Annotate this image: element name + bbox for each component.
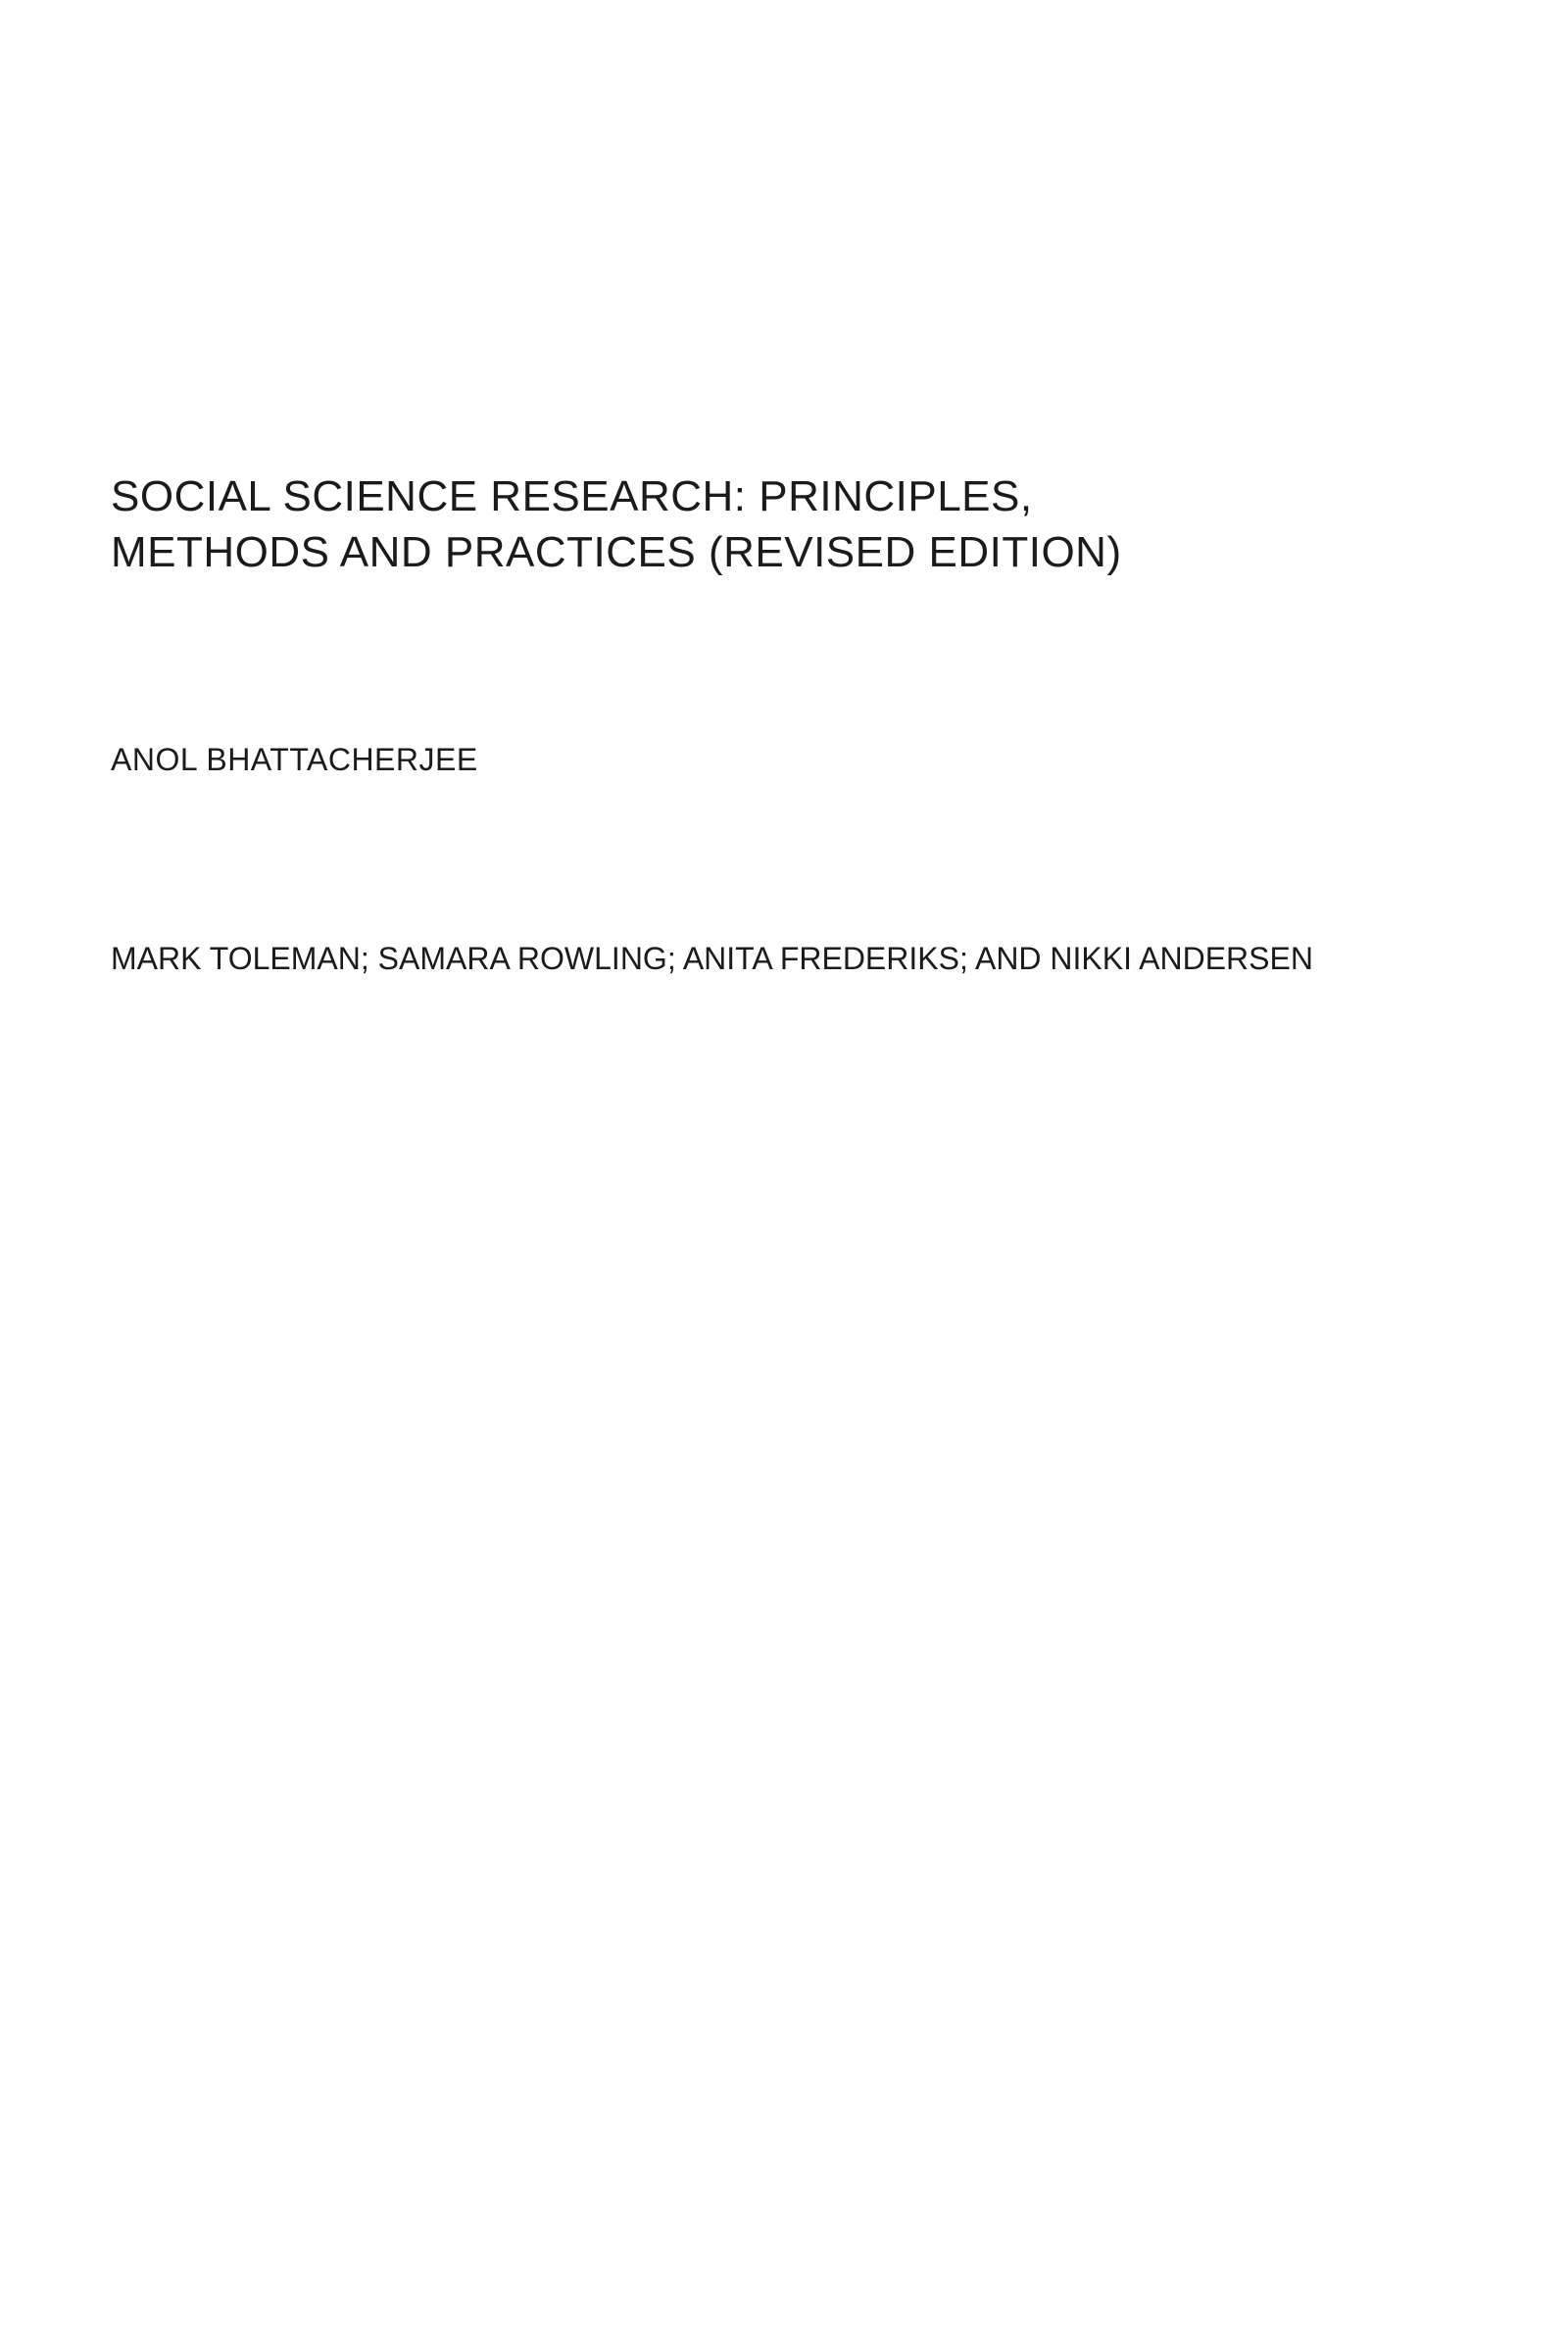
book-contributors: MARK TOLEMAN; SAMARA ROWLING; ANITA FREDERIKS; AND NIKKI ANDERSEN xyxy=(111,941,1313,976)
page-title xyxy=(111,468,1122,580)
page-title-line-2: METHODS AND PRACTICES (REVISED EDITION) xyxy=(111,528,1122,576)
page-title-line-1: SOCIAL SCIENCE RESEARCH: PRINCIPLES, xyxy=(111,472,1033,520)
book-author: ANOL BHATTACHERJEE xyxy=(111,742,478,777)
